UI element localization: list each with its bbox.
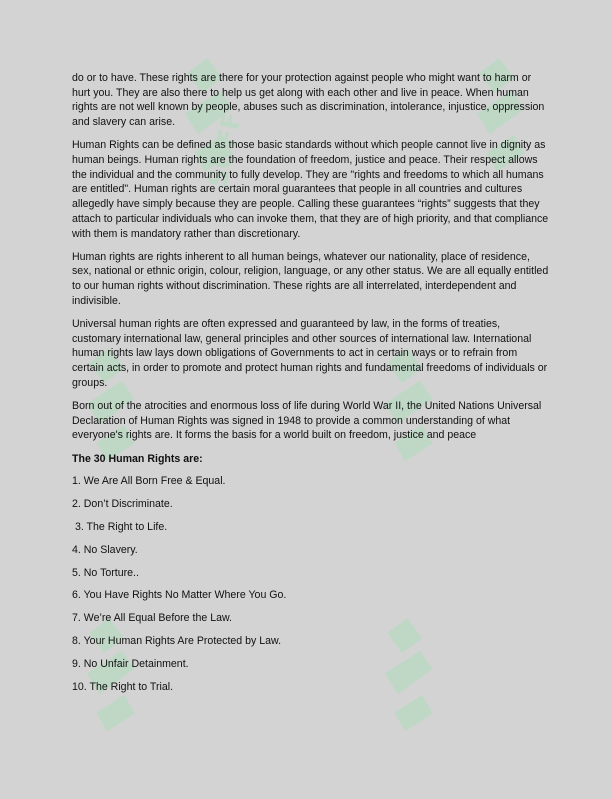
paragraph: do or to have. These rights are there for your protection against people who might want to harm or hurt you. They are also there to help us get along with each other and live in peace. When human rights are not well known by people, abuses such as discrimination, intolerance, injustice, oppression and slavery can arise. (72, 72, 548, 129)
list-title: The 30 Human Rights are: (72, 452, 203, 465)
paragraph: Born out of the atrocities and enormous loss of life during World War II, the United Nations Universal Declaration of Human Rights was signed in 1948 to provide a common understanding of what everyone's rights are. It forms the basis for a world built on freedom, justice and peace (72, 400, 545, 442)
paragraph: Universal human rights are often expressed and guaranteed by law, in the forms of treaties, customary international law, general principles and other sources of international law. International human rights law lays down obligations of Governments to act in certain ways or to refrain from certain acts, in order to promote and protect human rights and fundamental freedoms of individuals or groups. (72, 318, 551, 389)
list-item: 6. You Have Rights No Matter Where You Go. (72, 589, 287, 602)
list-item: 10. The Right to Trial. (72, 680, 174, 693)
document-body (72, 71, 550, 702)
list-item: 3. The Right to Life. (72, 520, 168, 533)
list-item: 5. No Torture.. (72, 566, 139, 579)
list-item: 4. No Slavery. (72, 543, 138, 556)
list-item: 8. Your Human Rights Are Protected by Law. (72, 634, 282, 647)
svg-text:SOFF: SOFF (203, 109, 249, 191)
paragraph: Human rights are rights inherent to all human beings, whatever our nationality, place of residence, sex, national or ethnic origin, colour, religion, language, or any other status. We are all equally entitled to our human rights without discrimination. These rights are all interrelated, interdependent and indivisible. (72, 250, 552, 307)
list-item: 7. We’re All Equal Before the Law. (72, 612, 232, 625)
paragraph: Human Rights can be defined as those basic standards without which people cannot live in dignity as human beings. Human rights are the foundation of freedom, justice and peace. Their respect allows the individual and the community to fully develop. They are "rights and freedoms to which all humans are entitled". Human rights are certain moral guarantees that people in all countries and cultures allegedly have simply because they are people. Calling these guarantees “rights” suggests that they attach to particular individuals who can invoke them, that they are of high priority, and that compliance with them is mandatory rather than discretionary. (72, 139, 552, 240)
list-item: 9. No Unfair Detainment. (72, 657, 189, 670)
list-item: 1. We Are All Born Free & Equal. (72, 475, 226, 488)
list-item: 2. Don’t Discriminate. (72, 498, 173, 511)
